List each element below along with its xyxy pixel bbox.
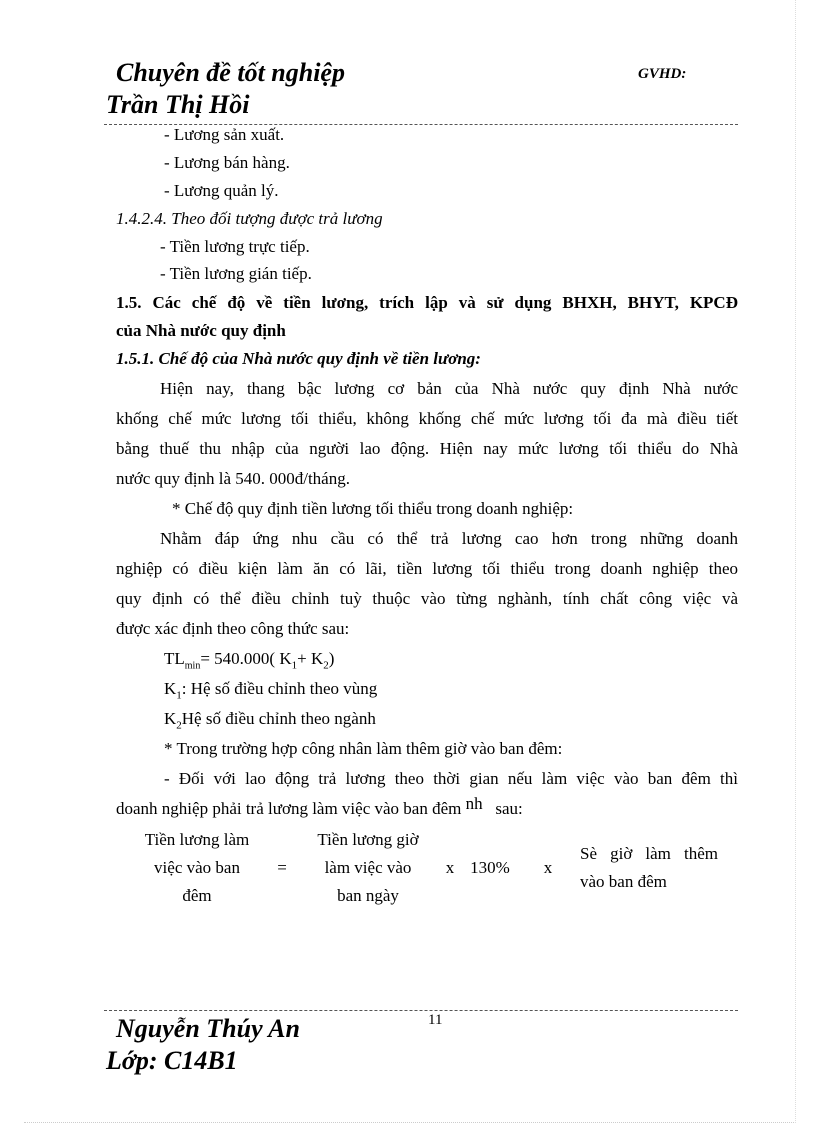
cell-line: Tiền lương giờ [317, 830, 419, 849]
section-heading-15: 1.5. Các chế độ về tiền lương, trích lập và sử dụng BHXH, BHYT, KPCĐ [116, 293, 738, 312]
formula-sub-1: 1 [291, 659, 298, 672]
list-item: - Lương sản xuất. [164, 125, 285, 144]
paragraph-line [116, 794, 523, 824]
cell-line: Sè giờ làm thêm [580, 844, 718, 863]
paragraph-text: sau: [495, 799, 523, 818]
formula-times-2: x [543, 858, 553, 877]
cell-line: vào ban đêm [580, 872, 667, 891]
k1-sub: 1 [176, 689, 182, 702]
formula-cell-night-pay [134, 826, 260, 910]
list-item: - Lương quản lý. [164, 181, 279, 200]
list-item: - Tiền lương gián tiếp. [160, 264, 312, 283]
paragraph-line: * Chế độ quy định tiền lương tối thiểu trong doanh nghiệp: [172, 499, 574, 518]
section-heading-1424: 1.4.2.4. Theo đối tượng được trả lương [116, 209, 383, 228]
paragraph-line: Nhằm đáp ứng nhu cầu có thể trả lương cao hơn trong những doanh [160, 529, 738, 548]
paragraph-line: Hiện nay, thang bậc lương cơ bản của Nhà nước quy định Nhà nước [160, 379, 738, 398]
formula-times-1: x [445, 858, 455, 877]
section-heading-151: 1.5.1. Chế độ của Nhà nước quy định về tiền lương: [116, 349, 481, 368]
paragraph-fragment: nh [465, 794, 483, 813]
paragraph-line: bằng thuế thu nhập của người lao động. Hiện nay mức lương tối thiểu do Nhà [116, 439, 738, 458]
formula-eq: = 540.000( K [200, 649, 292, 668]
formula-equals: = [277, 858, 287, 877]
footer-author: Nguyễn Thúy An [116, 1014, 300, 1043]
cell-line: ban ngày [337, 886, 399, 905]
footer-class: Lớp: C14B1 [106, 1046, 238, 1075]
k1-symbol: K [164, 679, 177, 698]
header-name: Trần Thị Hồi [106, 90, 250, 119]
list-item: - Tiền lương trực tiếp. [160, 237, 310, 256]
header-title: Chuyên đề tốt nghiệp [116, 58, 345, 87]
formula-tl: TL [164, 649, 185, 668]
formula-plus: + K [297, 649, 324, 668]
footer-divider [104, 1010, 738, 1011]
formula-cell-extra-hours [580, 840, 718, 896]
paragraph-line: - Đối với lao động trả lương theo thời gian nếu làm việc vào ban đêm thì [164, 769, 738, 788]
k2-symbol: K [164, 709, 177, 728]
paragraph-line: được xác định theo công thức sau: [116, 619, 350, 638]
formula-close: ) [328, 649, 335, 668]
cell-line: làm việc vào [324, 858, 412, 877]
page-number: 11 [428, 1012, 443, 1028]
paragraph-line: nghiệp có điều kiện làm ăn có lãi, tiền lương tối thiểu trong doanh nghiệp theo [116, 559, 738, 578]
cell-line: đêm [182, 886, 212, 905]
formula-sub-min: min [184, 660, 201, 672]
formula-cell-day-pay [305, 826, 431, 910]
k2-text: Hệ số điều chỉnh theo ngành [181, 709, 376, 728]
paragraph-line: quy định có thể điều chỉnh tuỳ thuộc vào từng nghành, tính chất công việc và [116, 589, 738, 608]
paragraph-line: nước quy định là 540. 000đ/tháng. [116, 469, 350, 488]
formula-percent: 130% [470, 858, 510, 877]
list-item: - Lương bán hàng. [164, 153, 290, 172]
page-edge-right [795, 0, 796, 1123]
paragraph-line: khống chế mức lương tối thiểu, không khống chế mức lương tối đa mà điều tiết [116, 409, 738, 428]
section-heading-15-cont: của Nhà nước quy định [116, 321, 286, 340]
cell-line: việc vào ban [154, 858, 240, 877]
header-supervisor: GVHD: [638, 66, 687, 82]
paragraph-text: doanh nghiệp phải trả lương làm việc vào ban đêm [116, 799, 462, 818]
paragraph-line: * Trong trường hợp công nhân làm thêm giờ vào ban đêm: [164, 739, 563, 758]
k2-sub: 2 [176, 719, 182, 732]
k1-text: : Hệ số điều chỉnh theo vùng [181, 679, 378, 698]
formula-sub-2: 2 [323, 659, 329, 672]
cell-line: Tiền lương làm [144, 830, 250, 849]
